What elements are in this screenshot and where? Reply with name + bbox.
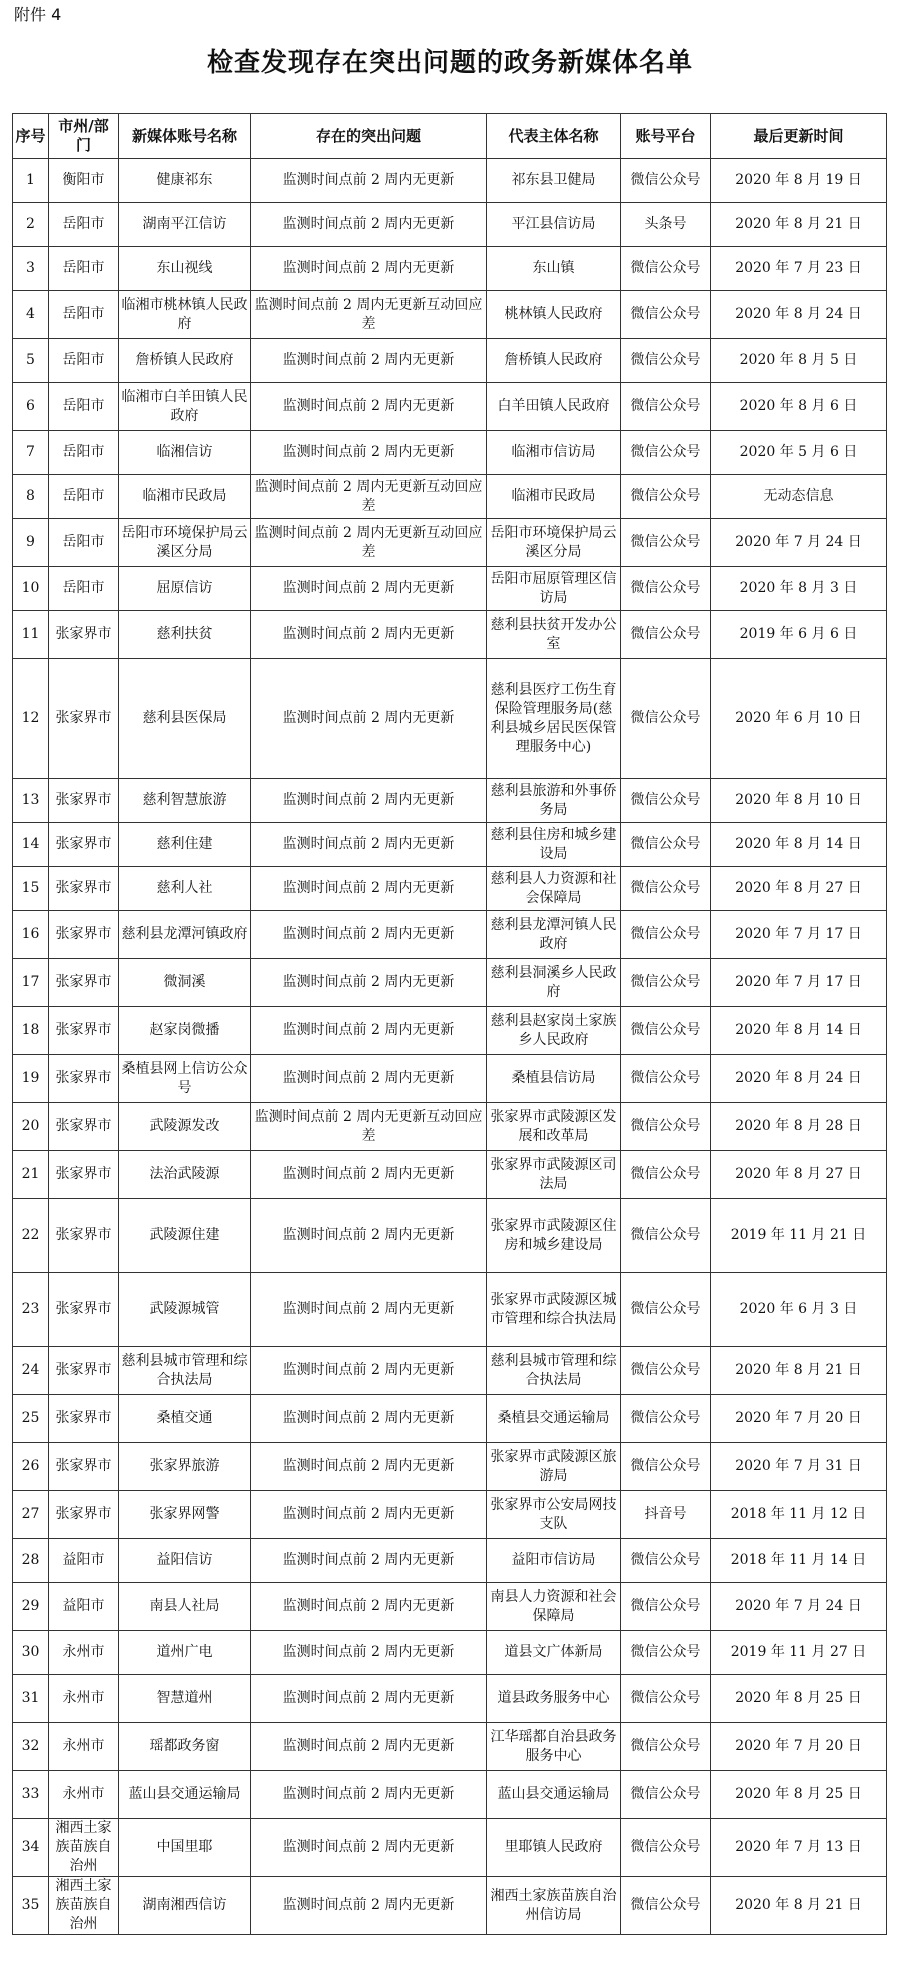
cell-updated: 2020 年 8 月 25 日 xyxy=(711,1675,887,1723)
cell-entity: 张家界市武陵源区司法局 xyxy=(487,1151,621,1199)
cell-no: 12 xyxy=(13,659,49,779)
cell-account: 东山视线 xyxy=(119,247,251,291)
cell-platform: 微信公众号 xyxy=(621,611,711,659)
cell-issue: 监测时间点前 2 周内无更新 xyxy=(251,1395,487,1443)
cell-no: 33 xyxy=(13,1771,49,1819)
cell-city: 岳阳市 xyxy=(49,519,119,567)
cell-entity: 东山镇 xyxy=(487,247,621,291)
cell-platform: 微信公众号 xyxy=(621,1443,711,1491)
table-row xyxy=(13,291,887,339)
table-row xyxy=(13,431,887,475)
cell-account: 南县人社局 xyxy=(119,1583,251,1631)
header-no: 序号 xyxy=(13,114,49,159)
table-row xyxy=(13,567,887,611)
cell-city: 张家界市 xyxy=(49,911,119,959)
cell-account: 慈利智慧旅游 xyxy=(119,779,251,823)
cell-no: 24 xyxy=(13,1347,49,1395)
cell-city: 张家界市 xyxy=(49,1273,119,1347)
cell-city: 岳阳市 xyxy=(49,339,119,383)
header-city: 市州/部门 xyxy=(49,114,119,159)
cell-entity: 道县政务服务中心 xyxy=(487,1675,621,1723)
cell-issue: 监测时间点前 2 周内无更新 xyxy=(251,1055,487,1103)
table-row xyxy=(13,159,887,203)
cell-account: 慈利住建 xyxy=(119,823,251,867)
cell-no: 26 xyxy=(13,1443,49,1491)
cell-updated: 2019 年 6 月 6 日 xyxy=(711,611,887,659)
cell-updated: 2020 年 6 月 3 日 xyxy=(711,1273,887,1347)
cell-no: 1 xyxy=(13,159,49,203)
cell-issue: 监测时间点前 2 周内无更新 xyxy=(251,431,487,475)
cell-no: 9 xyxy=(13,519,49,567)
cell-updated: 2020 年 8 月 14 日 xyxy=(711,823,887,867)
cell-updated: 2020 年 8 月 21 日 xyxy=(711,203,887,247)
cell-updated: 2020 年 7 月 31 日 xyxy=(711,1443,887,1491)
cell-issue: 监测时间点前 2 周内无更新互动回应差 xyxy=(251,475,487,519)
cell-entity: 白羊田镇人民政府 xyxy=(487,383,621,431)
cell-entity: 詹桥镇人民政府 xyxy=(487,339,621,383)
cell-updated: 2020 年 5 月 6 日 xyxy=(711,431,887,475)
cell-no: 34 xyxy=(13,1819,49,1877)
cell-issue: 监测时间点前 2 周内无更新互动回应差 xyxy=(251,519,487,567)
cell-city: 永州市 xyxy=(49,1771,119,1819)
cell-account: 中国里耶 xyxy=(119,1819,251,1877)
cell-account: 慈利扶贫 xyxy=(119,611,251,659)
cell-no: 16 xyxy=(13,911,49,959)
cell-issue: 监测时间点前 2 周内无更新 xyxy=(251,611,487,659)
table-row xyxy=(13,1675,887,1723)
cell-no: 32 xyxy=(13,1723,49,1771)
table-row xyxy=(13,1819,887,1877)
cell-no: 29 xyxy=(13,1583,49,1631)
cell-city: 张家界市 xyxy=(49,867,119,911)
cell-entity: 慈利县人力资源和社会保障局 xyxy=(487,867,621,911)
cell-platform: 头条号 xyxy=(621,203,711,247)
cell-account: 岳阳市环境保护局云溪区分局 xyxy=(119,519,251,567)
cell-city: 张家界市 xyxy=(49,1443,119,1491)
table-row xyxy=(13,823,887,867)
cell-entity: 蓝山县交通运输局 xyxy=(487,1771,621,1819)
cell-no: 19 xyxy=(13,1055,49,1103)
table-row xyxy=(13,1007,887,1055)
cell-no: 25 xyxy=(13,1395,49,1443)
cell-no: 14 xyxy=(13,823,49,867)
cell-entity: 慈利县旅游和外事侨务局 xyxy=(487,779,621,823)
table-row xyxy=(13,1443,887,1491)
cell-platform: 微信公众号 xyxy=(621,1103,711,1151)
cell-no: 10 xyxy=(13,567,49,611)
cell-no: 13 xyxy=(13,779,49,823)
cell-no: 22 xyxy=(13,1199,49,1273)
cell-platform: 微信公众号 xyxy=(621,1273,711,1347)
cell-entity: 临湘市民政局 xyxy=(487,475,621,519)
cell-entity: 张家界市武陵源区发展和改革局 xyxy=(487,1103,621,1151)
cell-account: 微洞溪 xyxy=(119,959,251,1007)
header-platform: 账号平台 xyxy=(621,114,711,159)
cell-entity: 南县人力资源和社会保障局 xyxy=(487,1583,621,1631)
cell-updated: 2018 年 11 月 14 日 xyxy=(711,1539,887,1583)
cell-account: 慈利县医保局 xyxy=(119,659,251,779)
table-row xyxy=(13,1395,887,1443)
cell-no: 23 xyxy=(13,1273,49,1347)
cell-platform: 微信公众号 xyxy=(621,1877,711,1935)
cell-city: 湘西土家族苗族自治州 xyxy=(49,1819,119,1877)
table-row xyxy=(13,1199,887,1273)
cell-no: 11 xyxy=(13,611,49,659)
cell-no: 4 xyxy=(13,291,49,339)
cell-platform: 微信公众号 xyxy=(621,911,711,959)
cell-platform: 微信公众号 xyxy=(621,1819,711,1877)
cell-issue: 监测时间点前 2 周内无更新 xyxy=(251,1631,487,1675)
table-row xyxy=(13,339,887,383)
cell-account: 张家界网警 xyxy=(119,1491,251,1539)
cell-entity: 慈利县医疗工伤生育保险管理服务局(慈利县城乡居民医保管理服务中心) xyxy=(487,659,621,779)
header-issue: 存在的突出问题 xyxy=(251,114,487,159)
cell-entity: 岳阳市屈原管理区信访局 xyxy=(487,567,621,611)
cell-entity: 张家界市武陵源区旅游局 xyxy=(487,1443,621,1491)
cell-updated: 2020 年 7 月 13 日 xyxy=(711,1819,887,1877)
cell-city: 益阳市 xyxy=(49,1583,119,1631)
cell-account: 桑植县网上信访公众号 xyxy=(119,1055,251,1103)
cell-entity: 慈利县龙潭河镇人民政府 xyxy=(487,911,621,959)
cell-platform: 微信公众号 xyxy=(621,1539,711,1583)
cell-no: 18 xyxy=(13,1007,49,1055)
table-row xyxy=(13,1491,887,1539)
cell-city: 张家界市 xyxy=(49,1199,119,1273)
table-row xyxy=(13,1347,887,1395)
table-row xyxy=(13,779,887,823)
cell-issue: 监测时间点前 2 周内无更新 xyxy=(251,1347,487,1395)
cell-issue: 监测时间点前 2 周内无更新 xyxy=(251,1151,487,1199)
table-row xyxy=(13,1631,887,1675)
cell-platform: 微信公众号 xyxy=(621,475,711,519)
header-entity: 代表主体名称 xyxy=(487,114,621,159)
cell-platform: 微信公众号 xyxy=(621,1583,711,1631)
cell-account: 临湘市桃林镇人民政府 xyxy=(119,291,251,339)
cell-updated: 2020 年 8 月 14 日 xyxy=(711,1007,887,1055)
cell-platform: 微信公众号 xyxy=(621,1723,711,1771)
cell-account: 健康祁东 xyxy=(119,159,251,203)
cell-entity: 慈利县洞溪乡人民政府 xyxy=(487,959,621,1007)
attachment-label: 附件 4 xyxy=(14,5,62,24)
cell-city: 岳阳市 xyxy=(49,247,119,291)
cell-updated: 2018 年 11 月 12 日 xyxy=(711,1491,887,1539)
table-row xyxy=(13,1103,887,1151)
cell-city: 张家界市 xyxy=(49,1055,119,1103)
cell-entity: 临湘市信访局 xyxy=(487,431,621,475)
table-row xyxy=(13,475,887,519)
cell-updated: 2020 年 8 月 24 日 xyxy=(711,291,887,339)
cell-updated: 2020 年 7 月 23 日 xyxy=(711,247,887,291)
cell-city: 岳阳市 xyxy=(49,203,119,247)
cell-no: 7 xyxy=(13,431,49,475)
cell-issue: 监测时间点前 2 周内无更新 xyxy=(251,1819,487,1877)
cell-platform: 微信公众号 xyxy=(621,1007,711,1055)
table-header-row xyxy=(13,114,887,159)
cell-account: 慈利县龙潭河镇政府 xyxy=(119,911,251,959)
cell-platform: 微信公众号 xyxy=(621,1347,711,1395)
cell-city: 衡阳市 xyxy=(49,159,119,203)
cell-issue: 监测时间点前 2 周内无更新 xyxy=(251,1771,487,1819)
cell-issue: 监测时间点前 2 周内无更新 xyxy=(251,867,487,911)
cell-platform: 微信公众号 xyxy=(621,867,711,911)
cell-account: 慈利县城市管理和综合执法局 xyxy=(119,1347,251,1395)
cell-updated: 2020 年 8 月 6 日 xyxy=(711,383,887,431)
cell-updated: 2020 年 7 月 20 日 xyxy=(711,1723,887,1771)
cell-updated: 2020 年 8 月 3 日 xyxy=(711,567,887,611)
cell-platform: 微信公众号 xyxy=(621,567,711,611)
table-row xyxy=(13,1273,887,1347)
cell-issue: 监测时间点前 2 周内无更新 xyxy=(251,1723,487,1771)
cell-issue: 监测时间点前 2 周内无更新 xyxy=(251,1539,487,1583)
cell-updated: 2020 年 8 月 21 日 xyxy=(711,1877,887,1935)
cell-no: 2 xyxy=(13,203,49,247)
cell-issue: 监测时间点前 2 周内无更新 xyxy=(251,779,487,823)
cell-issue: 监测时间点前 2 周内无更新 xyxy=(251,911,487,959)
cell-no: 5 xyxy=(13,339,49,383)
cell-platform: 微信公众号 xyxy=(621,779,711,823)
cell-updated: 2020 年 8 月 19 日 xyxy=(711,159,887,203)
cell-platform: 微信公众号 xyxy=(621,1199,711,1273)
cell-no: 17 xyxy=(13,959,49,1007)
cell-updated: 2020 年 8 月 27 日 xyxy=(711,1151,887,1199)
cell-account: 詹桥镇人民政府 xyxy=(119,339,251,383)
cell-entity: 岳阳市环境保护局云溪区分局 xyxy=(487,519,621,567)
cell-updated: 2020 年 8 月 25 日 xyxy=(711,1771,887,1819)
cell-entity: 道县文广体新局 xyxy=(487,1631,621,1675)
cell-updated: 2019 年 11 月 21 日 xyxy=(711,1199,887,1273)
cell-entity: 益阳市信访局 xyxy=(487,1539,621,1583)
cell-updated: 2020 年 6 月 10 日 xyxy=(711,659,887,779)
table-row xyxy=(13,519,887,567)
cell-account: 桑植交通 xyxy=(119,1395,251,1443)
cell-account: 屈原信访 xyxy=(119,567,251,611)
cell-issue: 监测时间点前 2 周内无更新 xyxy=(251,1007,487,1055)
cell-city: 张家界市 xyxy=(49,611,119,659)
cell-issue: 监测时间点前 2 周内无更新互动回应差 xyxy=(251,1103,487,1151)
table-row xyxy=(13,1877,887,1935)
cell-updated: 2020 年 7 月 20 日 xyxy=(711,1395,887,1443)
cell-updated: 2020 年 8 月 28 日 xyxy=(711,1103,887,1151)
cell-city: 永州市 xyxy=(49,1723,119,1771)
cell-issue: 监测时间点前 2 周内无更新 xyxy=(251,959,487,1007)
cell-account: 张家界旅游 xyxy=(119,1443,251,1491)
cell-account: 湖南平江信访 xyxy=(119,203,251,247)
cell-account: 慈利人社 xyxy=(119,867,251,911)
cell-no: 6 xyxy=(13,383,49,431)
cell-account: 临湘市民政局 xyxy=(119,475,251,519)
cell-platform: 微信公众号 xyxy=(621,823,711,867)
cell-issue: 监测时间点前 2 周内无更新 xyxy=(251,659,487,779)
cell-platform: 微信公众号 xyxy=(621,291,711,339)
cell-entity: 湘西土家族苗族自治州信访局 xyxy=(487,1877,621,1935)
cell-platform: 微信公众号 xyxy=(621,1055,711,1103)
cell-updated: 2020 年 7 月 17 日 xyxy=(711,959,887,1007)
cell-account: 武陵源城管 xyxy=(119,1273,251,1347)
cell-issue: 监测时间点前 2 周内无更新 xyxy=(251,159,487,203)
cell-account: 湖南湘西信访 xyxy=(119,1877,251,1935)
cell-entity: 慈利县扶贫开发办公室 xyxy=(487,611,621,659)
cell-no: 27 xyxy=(13,1491,49,1539)
table-row xyxy=(13,203,887,247)
cell-account: 瑶都政务窗 xyxy=(119,1723,251,1771)
cell-issue: 监测时间点前 2 周内无更新 xyxy=(251,1273,487,1347)
cell-platform: 微信公众号 xyxy=(621,431,711,475)
cell-city: 张家界市 xyxy=(49,1491,119,1539)
cell-updated: 2020 年 7 月 24 日 xyxy=(711,1583,887,1631)
table-row xyxy=(13,247,887,291)
cell-platform: 抖音号 xyxy=(621,1491,711,1539)
cell-entity: 桑植县交通运输局 xyxy=(487,1395,621,1443)
table-row xyxy=(13,659,887,779)
cell-updated: 无动态信息 xyxy=(711,475,887,519)
cell-city: 岳阳市 xyxy=(49,475,119,519)
cell-account: 临湘信访 xyxy=(119,431,251,475)
cell-issue: 监测时间点前 2 周内无更新 xyxy=(251,247,487,291)
cell-city: 张家界市 xyxy=(49,1007,119,1055)
cell-issue: 监测时间点前 2 周内无更新 xyxy=(251,1583,487,1631)
cell-platform: 微信公众号 xyxy=(621,1631,711,1675)
cell-updated: 2020 年 7 月 24 日 xyxy=(711,519,887,567)
cell-issue: 监测时间点前 2 周内无更新 xyxy=(251,567,487,611)
cell-entity: 祁东县卫健局 xyxy=(487,159,621,203)
cell-updated: 2019 年 11 月 27 日 xyxy=(711,1631,887,1675)
table-row xyxy=(13,1771,887,1819)
cell-updated: 2020 年 8 月 21 日 xyxy=(711,1347,887,1395)
cell-no: 35 xyxy=(13,1877,49,1935)
header-account: 新媒体账号名称 xyxy=(119,114,251,159)
table-row xyxy=(13,611,887,659)
cell-account: 蓝山县交通运输局 xyxy=(119,1771,251,1819)
cell-account: 武陵源发改 xyxy=(119,1103,251,1151)
cell-entity: 慈利县城市管理和综合执法局 xyxy=(487,1347,621,1395)
cell-updated: 2020 年 8 月 5 日 xyxy=(711,339,887,383)
cell-platform: 微信公众号 xyxy=(621,383,711,431)
table-row xyxy=(13,1151,887,1199)
cell-city: 张家界市 xyxy=(49,779,119,823)
cell-no: 30 xyxy=(13,1631,49,1675)
cell-issue: 监测时间点前 2 周内无更新 xyxy=(251,1199,487,1273)
cell-city: 张家界市 xyxy=(49,659,119,779)
cell-city: 张家界市 xyxy=(49,1103,119,1151)
cell-issue: 监测时间点前 2 周内无更新 xyxy=(251,823,487,867)
cell-account: 武陵源住建 xyxy=(119,1199,251,1273)
cell-platform: 微信公众号 xyxy=(621,159,711,203)
cell-city: 岳阳市 xyxy=(49,383,119,431)
cell-no: 20 xyxy=(13,1103,49,1151)
cell-entity: 慈利县赵家岗土家族乡人民政府 xyxy=(487,1007,621,1055)
table-row xyxy=(13,1723,887,1771)
cell-entity: 江华瑶都自治县政务服务中心 xyxy=(487,1723,621,1771)
cell-entity: 里耶镇人民政府 xyxy=(487,1819,621,1877)
cell-account: 赵家岗微播 xyxy=(119,1007,251,1055)
cell-platform: 微信公众号 xyxy=(621,247,711,291)
cell-city: 张家界市 xyxy=(49,959,119,1007)
cell-entity: 平江县信访局 xyxy=(487,203,621,247)
table-body xyxy=(13,159,887,1935)
table-row xyxy=(13,1539,887,1583)
cell-account: 法治武陵源 xyxy=(119,1151,251,1199)
cell-entity: 张家界市武陵源区城市管理和综合执法局 xyxy=(487,1273,621,1347)
cell-entity: 张家界市武陵源区住房和城乡建设局 xyxy=(487,1199,621,1273)
cell-no: 31 xyxy=(13,1675,49,1723)
cell-city: 张家界市 xyxy=(49,1395,119,1443)
cell-issue: 监测时间点前 2 周内无更新 xyxy=(251,1675,487,1723)
header-updated: 最后更新时间 xyxy=(711,114,887,159)
cell-city: 岳阳市 xyxy=(49,431,119,475)
cell-updated: 2020 年 8 月 10 日 xyxy=(711,779,887,823)
cell-issue: 监测时间点前 2 周内无更新 xyxy=(251,1877,487,1935)
cell-entity: 桑植县信访局 xyxy=(487,1055,621,1103)
table-row xyxy=(13,867,887,911)
cell-platform: 微信公众号 xyxy=(621,1151,711,1199)
cell-issue: 监测时间点前 2 周内无更新互动回应差 xyxy=(251,291,487,339)
cell-city: 湘西土家族苗族自治州 xyxy=(49,1877,119,1935)
cell-updated: 2020 年 8 月 24 日 xyxy=(711,1055,887,1103)
cell-city: 张家界市 xyxy=(49,1151,119,1199)
cell-platform: 微信公众号 xyxy=(621,1771,711,1819)
cell-platform: 微信公众号 xyxy=(621,1395,711,1443)
cell-entity: 桃林镇人民政府 xyxy=(487,291,621,339)
cell-platform: 微信公众号 xyxy=(621,339,711,383)
cell-account: 益阳信访 xyxy=(119,1539,251,1583)
cell-no: 28 xyxy=(13,1539,49,1583)
cell-city: 岳阳市 xyxy=(49,291,119,339)
cell-platform: 微信公众号 xyxy=(621,659,711,779)
cell-platform: 微信公众号 xyxy=(621,959,711,1007)
table-row xyxy=(13,911,887,959)
cell-issue: 监测时间点前 2 周内无更新 xyxy=(251,1443,487,1491)
cell-issue: 监测时间点前 2 周内无更新 xyxy=(251,383,487,431)
cell-account: 临湘市白羊田镇人民政府 xyxy=(119,383,251,431)
cell-city: 张家界市 xyxy=(49,1347,119,1395)
table-row xyxy=(13,1583,887,1631)
cell-entity: 张家界市公安局网技支队 xyxy=(487,1491,621,1539)
table-row xyxy=(13,383,887,431)
cell-no: 15 xyxy=(13,867,49,911)
document-title: 检查发现存在突出问题的政务新媒体名单 xyxy=(206,48,693,78)
cell-city: 益阳市 xyxy=(49,1539,119,1583)
cell-city: 永州市 xyxy=(49,1675,119,1723)
cell-issue: 监测时间点前 2 周内无更新 xyxy=(251,1491,487,1539)
cell-platform: 微信公众号 xyxy=(621,1675,711,1723)
cell-issue: 监测时间点前 2 周内无更新 xyxy=(251,339,487,383)
cell-account: 智慧道州 xyxy=(119,1675,251,1723)
cell-issue: 监测时间点前 2 周内无更新 xyxy=(251,203,487,247)
table-row xyxy=(13,1055,887,1103)
cell-platform: 微信公众号 xyxy=(621,519,711,567)
cell-city: 张家界市 xyxy=(49,823,119,867)
cell-updated: 2020 年 8 月 27 日 xyxy=(711,867,887,911)
cell-no: 21 xyxy=(13,1151,49,1199)
cell-account: 道州广电 xyxy=(119,1631,251,1675)
cell-no: 8 xyxy=(13,475,49,519)
cell-entity: 慈利县住房和城乡建设局 xyxy=(487,823,621,867)
cell-city: 岳阳市 xyxy=(49,567,119,611)
table-row xyxy=(13,959,887,1007)
cell-city: 永州市 xyxy=(49,1631,119,1675)
cell-updated: 2020 年 7 月 17 日 xyxy=(711,911,887,959)
cell-no: 3 xyxy=(13,247,49,291)
media-list-table xyxy=(12,113,887,1935)
